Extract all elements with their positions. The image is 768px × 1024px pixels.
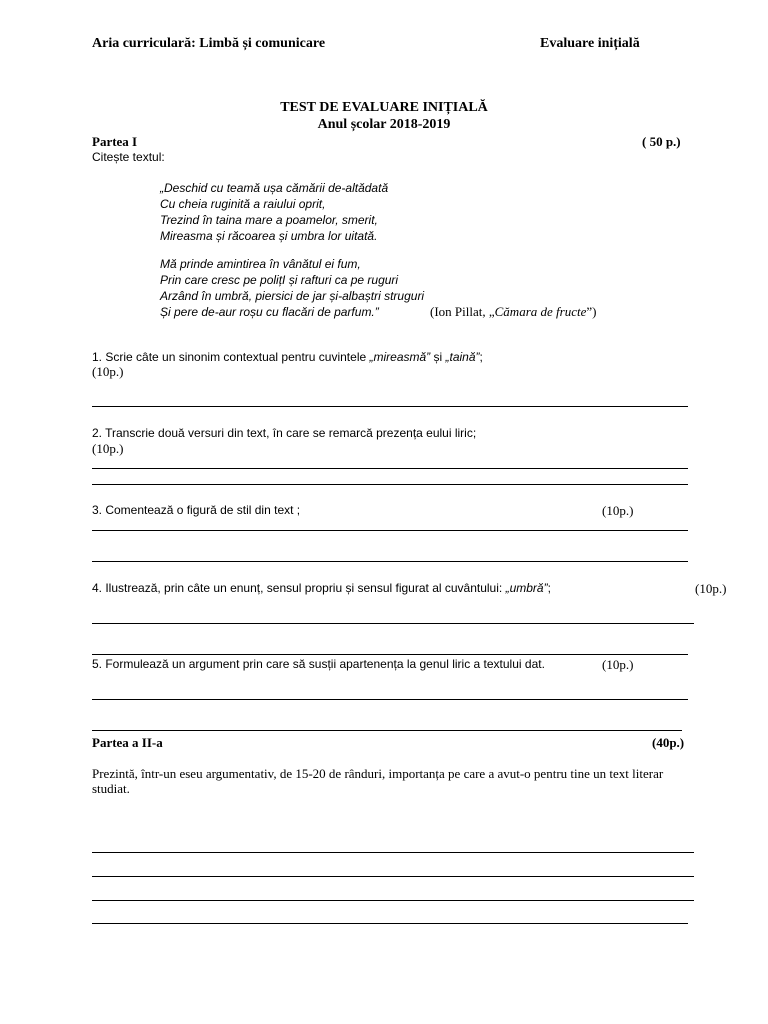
- part2-points: (40p.): [652, 735, 685, 750]
- question-3-points: (10p.): [602, 503, 634, 518]
- answer-line: [92, 923, 688, 924]
- answer-line: [92, 406, 688, 407]
- question-1-text: 1. Scrie câte un sinonim contextual pentru cuvintele: [92, 350, 370, 364]
- question-2: 2. Transcrie două versuri din text, în care se remarcă prezența eului liric;: [92, 426, 477, 440]
- answer-line: [92, 623, 694, 624]
- answer-line: [92, 530, 688, 531]
- part1-points: ( 50 p.): [642, 134, 681, 149]
- poem-line: Mireasma și răcoarea și umbra lor uitată.: [160, 229, 378, 243]
- header-subject: Aria curriculară: Limbă și comunicare: [92, 36, 326, 51]
- part1-label: Partea I: [92, 134, 138, 149]
- question-5-points: (10p.): [602, 657, 634, 672]
- attribution-work-title: Cămara de fructe: [494, 304, 587, 319]
- poem-line: Cu cheia ruginită a raiului oprit,: [160, 197, 326, 211]
- attribution-end: ”): [586, 304, 597, 319]
- read-instruction: Citește textul:: [92, 150, 165, 164]
- question-1-word-2: „taină”: [445, 350, 480, 364]
- question-1: [92, 350, 483, 364]
- essay-task-line-2: studiat.: [92, 781, 130, 796]
- question-4-points: (10p.): [695, 581, 727, 596]
- question-4-text: 4. Ilustrează, prin câte un enunț, sensul propriu și sensul figurat al cuvântului:: [92, 581, 506, 595]
- question-4: [92, 581, 551, 595]
- answer-line: [92, 468, 688, 469]
- question-3: 3. Comentează o figură de stil din text ;: [92, 503, 301, 517]
- part2-label: Partea a II-a: [92, 735, 163, 750]
- poem-line: Arzând în umbră, piersici de jar și-albaștri struguri: [160, 289, 425, 303]
- answer-line: [92, 852, 694, 853]
- question-1-conj: și: [430, 350, 446, 364]
- poem-line: Trezind în taina mare a poamelor, smerit,: [160, 213, 378, 227]
- question-4-end: ;: [547, 581, 551, 595]
- header-evaluation: Evaluare inițială: [540, 36, 640, 51]
- poem-stanza-1: [160, 180, 388, 244]
- answer-line: [92, 876, 694, 877]
- poem-attribution: [430, 304, 596, 320]
- question-1-points: (10p.): [92, 364, 124, 379]
- poem-line: Prin care cresc pe polițI și rafturi ca pe ruguri: [160, 273, 399, 287]
- poem-line: „Deschid cu teamă ușa cămării de-altădată: [160, 181, 389, 195]
- question-1-end: ;: [479, 350, 483, 364]
- essay-task-line-1: Prezintă, într-un eseu argumentativ, de 15-20 de rânduri, importanța pe care a avut-o pentru tine un text literar: [92, 766, 664, 781]
- answer-line: [92, 561, 688, 562]
- poem-stanza-2: [160, 256, 424, 320]
- question-4-word: „umbră”: [505, 581, 548, 595]
- poem-line: Mă prinde amintirea în vânătul ei fum,: [160, 257, 361, 271]
- attribution-author: (Ion Pillat, „: [430, 304, 495, 319]
- answer-line: [92, 699, 688, 700]
- question-2-points: (10p.): [92, 441, 124, 456]
- school-year: Anul școlar 2018-2019: [317, 117, 451, 132]
- question-5: 5. Formulează un argument prin care să susții apartenența la genul liric a textului dat.: [92, 657, 545, 671]
- answer-line: [92, 900, 694, 901]
- answer-line: [92, 484, 688, 485]
- question-1-word-1: „mireasmă”: [369, 350, 431, 364]
- answer-line: [92, 654, 688, 655]
- document-title: TEST DE EVALUARE INIȚIALĂ: [280, 100, 488, 115]
- poem-line: Și pere de-aur roșu cu flacări de parfum.”: [160, 305, 379, 319]
- answer-line: [92, 730, 682, 731]
